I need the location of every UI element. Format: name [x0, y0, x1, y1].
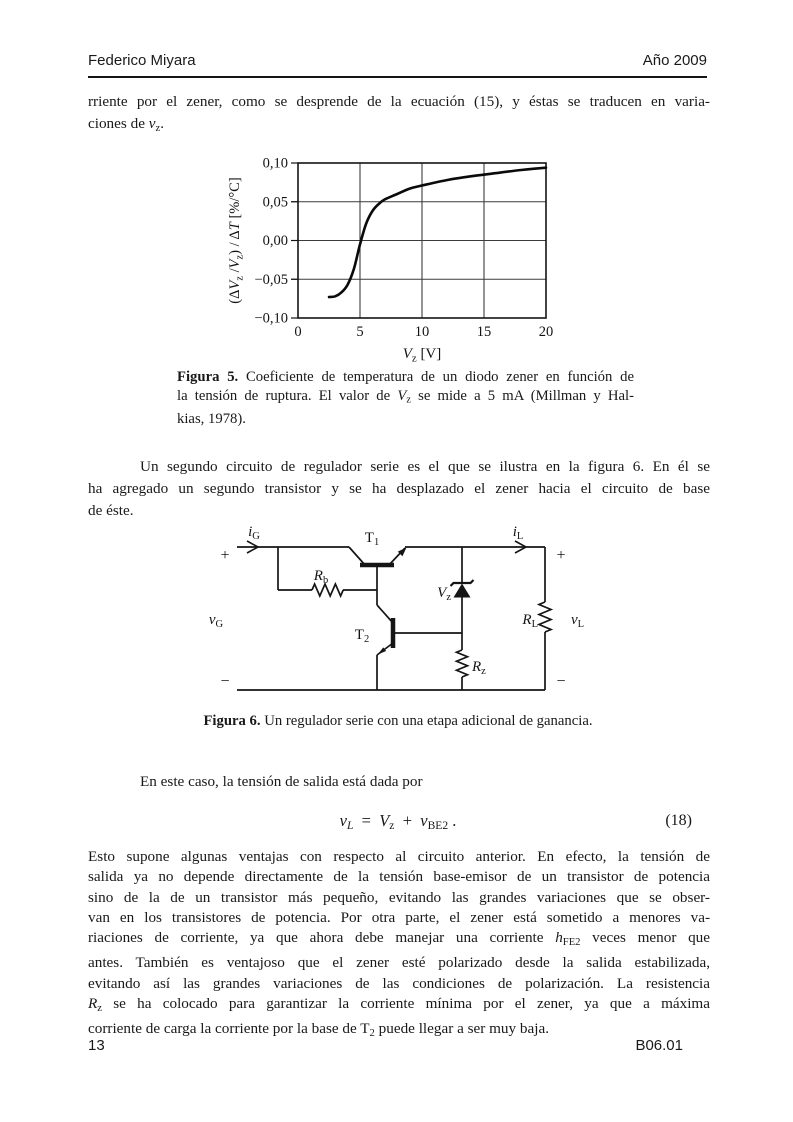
text-line: Figura 5. Coeficiente de temperatura de un diodo zener en función de [177, 369, 634, 385]
label-ig: $i_G$ [248, 524, 260, 542]
label-t1: $T_1$ [364, 530, 380, 548]
paragraph-2 [88, 456, 710, 521]
text-line: Rz se ha colocado para garantizar la corriente mínima por el zener, ya que a máxima [88, 994, 710, 1014]
text-line: antes. También es ventajoso que el zener esté polarizado desde la salida estabilizada, [88, 954, 710, 972]
text-line: Un segundo circuito de regulador serie es el que se ilustra en la figura 6. En él se [140, 458, 710, 475]
header-year: Año 2009 [642, 52, 707, 69]
label-rz: $R_z$ [472, 659, 486, 677]
figure5-caption [177, 368, 634, 430]
text-line: Esto supone algunas ventajas con respecto al circuito anterior. En efecto, la tensión de [88, 848, 710, 865]
y-tick-label: 0,10 [262, 155, 288, 172]
equation-number: (18) [665, 812, 692, 829]
x-tick-label: 0 [294, 324, 302, 340]
paragraph-4 [88, 847, 710, 1044]
y-tick-label: 0,00 [262, 233, 288, 250]
transistor-t1-collector [349, 547, 365, 565]
label-t2: $T_2$ [354, 627, 370, 645]
footer-doc-code: B06.01 [635, 1037, 683, 1054]
text-line: ciones de vz. [88, 114, 164, 134]
equation-body [88, 811, 708, 832]
data-curve [329, 168, 546, 297]
label-vz: $V_z$ [437, 585, 451, 603]
y-tick-label: −0,10 [254, 310, 288, 327]
circuit-labels [209, 524, 584, 690]
text-line: de éste. [88, 501, 134, 519]
figure6-caption [88, 712, 708, 731]
header-author: Federico Miyara [88, 52, 196, 69]
text-line: Figura 6. Un regulador serie con una etapa adicional de ganancia. [203, 713, 593, 729]
text-line: la tensión de ruptura. El valor de Vz se mide a 5 mA (Millman y Hal- [177, 388, 634, 407]
text-line: rriente por el zener, como se desprende de la ecuación (15), y éstas se traducen en varia- [88, 93, 710, 110]
text-line: van en los transistores de potencia. Por otra parte, el zener está sometido a menores va- [88, 908, 710, 926]
y-tick-label: 0,05 [262, 194, 288, 211]
label-plus-left: + [220, 547, 230, 564]
resistor-rz-symbol [457, 650, 468, 677]
label-rb: $R_b$ [313, 568, 329, 586]
text-line: salida ya no depende directamente de la tensión base-emisor de un transistor de potencia [88, 868, 710, 886]
text-line: kias, 1978). [177, 411, 246, 428]
label-minus-right: − [556, 673, 566, 690]
transistor-t2-collector [377, 605, 393, 623]
x-tick-label: 20 [538, 324, 554, 340]
header-rule [88, 76, 707, 78]
text-line: vL = Vz + vBE2 . [339, 811, 457, 832]
text-line: evitando así las grandes variaciones de las condiciones de polarización. La resistencia [88, 974, 710, 992]
page-footer [88, 1037, 707, 1054]
text-line: ha agregado un segundo transistor y se ha desplazado el zener hacia el circuito de base [88, 479, 710, 497]
paragraph-1 [88, 91, 710, 139]
text-line: En este caso, la tensión de salida está dada por [140, 773, 423, 790]
paragraph-3 [88, 771, 710, 793]
label-rl: $R_L$ [522, 612, 538, 630]
label-vg: $v_G$ [208, 612, 224, 630]
page-header [88, 52, 707, 69]
label-vl: $v_L$ [571, 612, 585, 630]
x-tick-label: 10 [414, 324, 430, 340]
y-axis-label: ($\Delta V_z$ $/V_z$) / ΔT [%/°C] [227, 177, 246, 304]
y-tick-label: −0,05 [254, 271, 288, 288]
x-tick-label: 5 [356, 324, 364, 340]
x-axis-label: $V_z$ [V] [402, 346, 442, 364]
footer-page-number: 13 [88, 1037, 105, 1054]
circuit-wires [237, 541, 551, 690]
resistor-rl-symbol [539, 602, 551, 632]
figure5-chart [225, 152, 565, 364]
text-line: corriente de carga la corriente por la base de T2 puede llegar a ser muy baja. [88, 1019, 550, 1039]
x-tick-label: 15 [476, 324, 492, 340]
label-minus-left: − [220, 673, 230, 690]
equation-18 [88, 811, 708, 832]
label-plus-right: + [556, 547, 566, 564]
text-line: riaciones de corriente, ya que ahora debe manejar una corriente hFE2 veces menor que [88, 929, 710, 948]
zener-diode-symbol [454, 584, 471, 598]
figure6-circuit [185, 522, 605, 707]
text-line: sino de la de un transistor más pequeño, evitando las grandes variaciones que se obser- [88, 888, 710, 906]
label-il: $i_L$ [512, 524, 524, 542]
